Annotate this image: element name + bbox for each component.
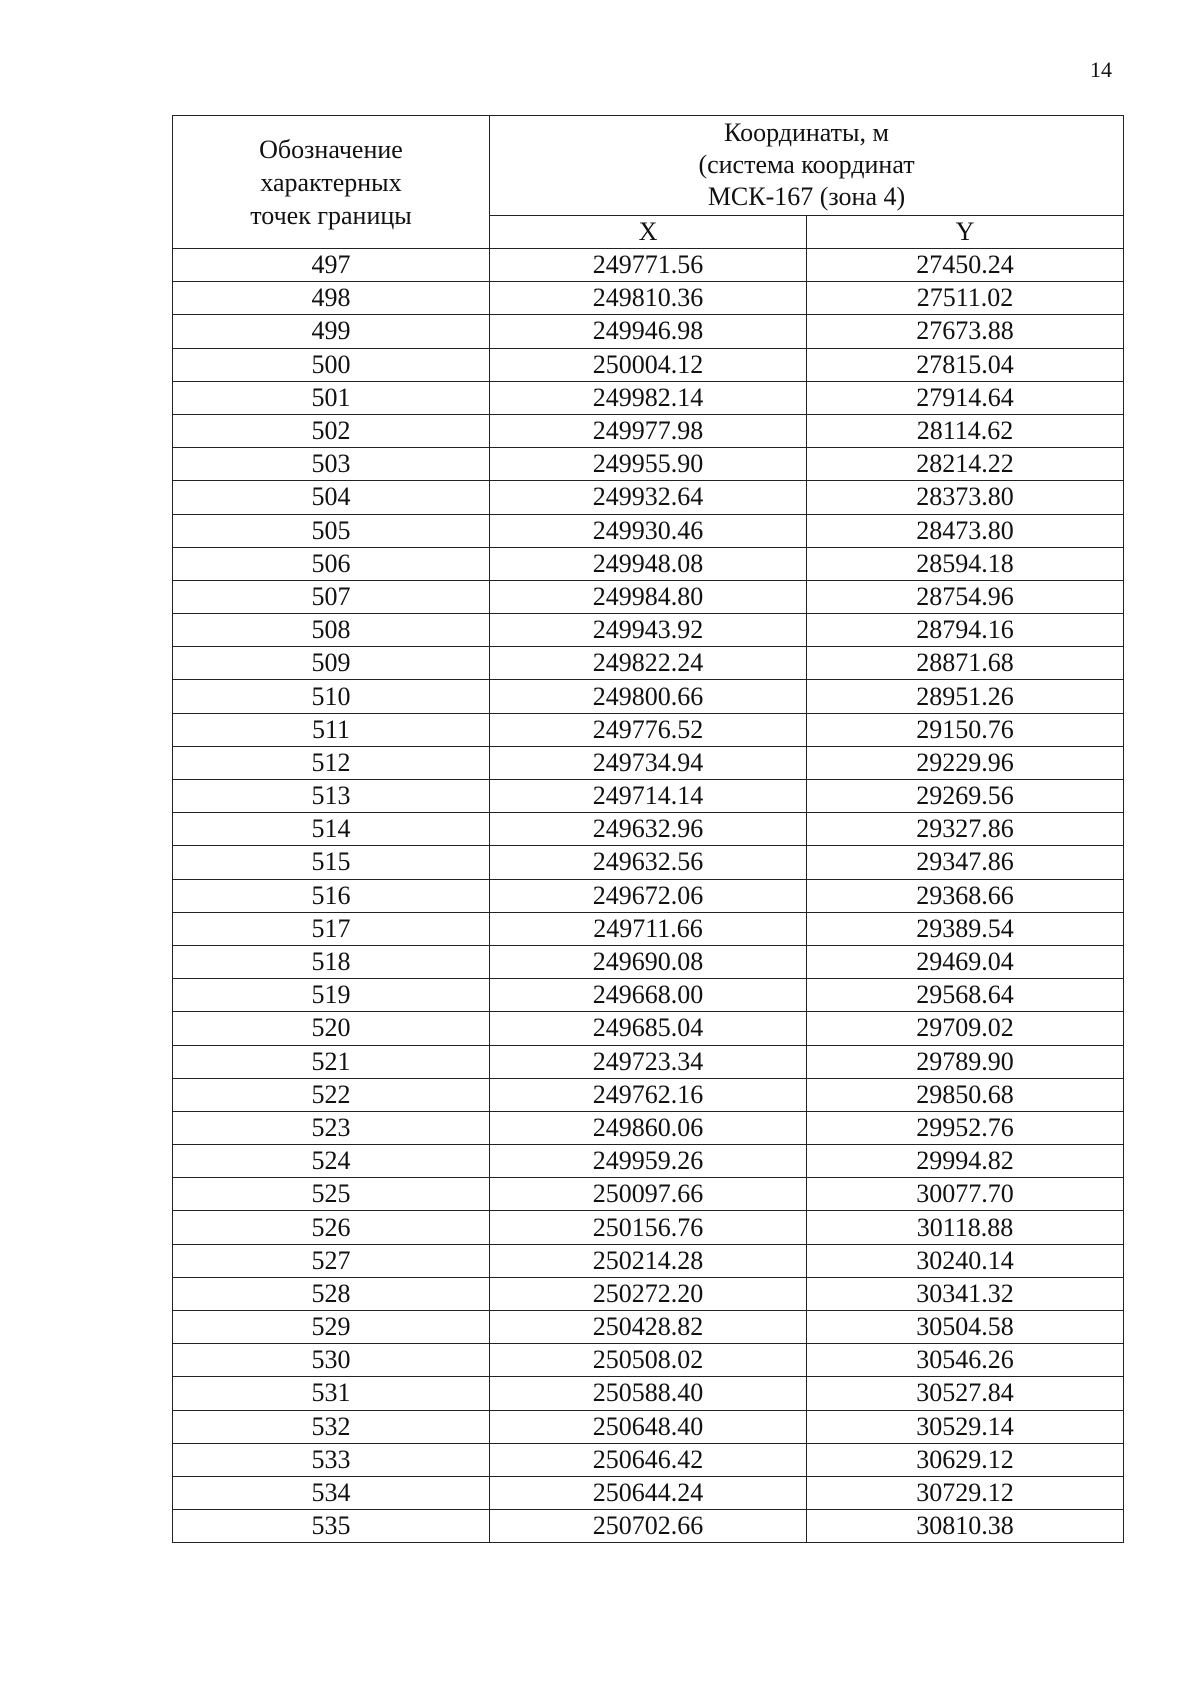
cell-x: 250644.24 [490,1476,807,1509]
cell-x: 250214.28 [490,1244,807,1277]
table-row [173,1145,1124,1178]
cell-point-number: 510 [173,680,490,713]
cell-y: 28754.96 [807,580,1124,613]
cell-x: 249977.98 [490,414,807,447]
cell-point-number: 517 [173,912,490,945]
table-row [173,1510,1124,1543]
table-row [173,647,1124,680]
cell-y: 29229.96 [807,746,1124,779]
table-row [173,315,1124,348]
cell-y: 29850.68 [807,1078,1124,1111]
cell-x: 249943.92 [490,614,807,647]
cell-x: 249955.90 [490,448,807,481]
cell-y: 30629.12 [807,1443,1124,1476]
cell-x: 249723.34 [490,1045,807,1078]
cell-y: 27450.24 [807,249,1124,282]
cell-y: 30529.14 [807,1410,1124,1443]
cell-x: 249714.14 [490,780,807,813]
cell-y: 28594.18 [807,547,1124,580]
cell-x: 249685.04 [490,1012,807,1045]
cell-x: 249948.08 [490,547,807,580]
cell-point-number: 526 [173,1211,490,1244]
cell-point-number: 503 [173,448,490,481]
cell-y: 29709.02 [807,1012,1124,1045]
cell-y: 29952.76 [807,1111,1124,1144]
header-x: X [490,215,807,248]
header-point-designation-line: Обозначение [259,134,403,164]
cell-x: 250648.40 [490,1410,807,1443]
cell-y: 28114.62 [807,414,1124,447]
cell-point-number: 499 [173,315,490,348]
cell-point-number: 500 [173,348,490,381]
table-row [173,746,1124,779]
cell-point-number: 505 [173,514,490,547]
cell-x: 249690.08 [490,945,807,978]
cell-point-number: 497 [173,249,490,282]
table-header [173,116,1124,249]
cell-point-number: 532 [173,1410,490,1443]
cell-point-number: 527 [173,1244,490,1277]
table-row [173,282,1124,315]
cell-x: 249860.06 [490,1111,807,1144]
cell-x: 250646.42 [490,1443,807,1476]
cell-x: 249930.46 [490,514,807,547]
cell-y: 29368.66 [807,879,1124,912]
table-row [173,713,1124,746]
table-row [173,514,1124,547]
cell-y: 30504.58 [807,1311,1124,1344]
table-row [173,680,1124,713]
table-row [173,381,1124,414]
coordinates-table [172,115,1124,1543]
table-row [173,249,1124,282]
cell-point-number: 501 [173,381,490,414]
cell-y: 28373.80 [807,481,1124,514]
cell-point-number: 525 [173,1178,490,1211]
cell-y: 27914.64 [807,381,1124,414]
table-body [173,249,1124,1543]
cell-y: 28951.26 [807,680,1124,713]
header-point-designation-line: характерных [260,167,402,197]
cell-x: 250428.82 [490,1311,807,1344]
cell-point-number: 504 [173,481,490,514]
table-row [173,1476,1124,1509]
cell-point-number: 519 [173,979,490,1012]
cell-point-number: 529 [173,1311,490,1344]
cell-y: 30810.38 [807,1510,1124,1543]
cell-x: 249810.36 [490,282,807,315]
table-row [173,1410,1124,1443]
header-coordinates [490,116,1124,216]
cell-x: 249982.14 [490,381,807,414]
cell-y: 29327.86 [807,813,1124,846]
cell-point-number: 498 [173,282,490,315]
table-row [173,1111,1124,1144]
cell-point-number: 506 [173,547,490,580]
table-row [173,879,1124,912]
cell-point-number: 520 [173,1012,490,1045]
cell-point-number: 511 [173,713,490,746]
cell-x: 250588.40 [490,1377,807,1410]
cell-x: 249776.52 [490,713,807,746]
cell-x: 249672.06 [490,879,807,912]
cell-x: 250156.76 [490,1211,807,1244]
table-row [173,1244,1124,1277]
cell-point-number: 513 [173,780,490,813]
cell-y: 27673.88 [807,315,1124,348]
table-row [173,448,1124,481]
header-point-designation-line: точек границы [250,200,412,230]
header-y: Y [807,215,1124,248]
header-coordinates-line: Координаты, м [724,118,889,148]
table-row [173,1045,1124,1078]
cell-y: 29469.04 [807,945,1124,978]
cell-y: 30118.88 [807,1211,1124,1244]
cell-x: 249632.56 [490,846,807,879]
cell-point-number: 534 [173,1476,490,1509]
cell-x: 249632.96 [490,813,807,846]
cell-y: 28214.22 [807,448,1124,481]
cell-point-number: 530 [173,1344,490,1377]
table-row [173,614,1124,647]
cell-point-number: 508 [173,614,490,647]
cell-y: 27815.04 [807,348,1124,381]
cell-point-number: 522 [173,1078,490,1111]
table-row [173,1443,1124,1476]
cell-y: 29568.64 [807,979,1124,1012]
cell-x: 249822.24 [490,647,807,680]
cell-point-number: 502 [173,414,490,447]
cell-x: 249668.00 [490,979,807,1012]
cell-x: 250272.20 [490,1277,807,1310]
cell-x: 249800.66 [490,680,807,713]
cell-point-number: 512 [173,746,490,779]
header-point-designation [173,116,490,249]
header-coordinates-line: (система координат [698,150,915,180]
page-number: 14 [1090,57,1112,82]
table-row [173,348,1124,381]
cell-y: 29150.76 [807,713,1124,746]
table-row [173,945,1124,978]
table-row [173,481,1124,514]
table-row [173,912,1124,945]
cell-x: 249711.66 [490,912,807,945]
cell-point-number: 521 [173,1045,490,1078]
cell-y: 29347.86 [807,846,1124,879]
cell-y: 30341.32 [807,1277,1124,1310]
cell-point-number: 509 [173,647,490,680]
cell-point-number: 524 [173,1145,490,1178]
cell-x: 249959.26 [490,1145,807,1178]
cell-x: 249946.98 [490,315,807,348]
cell-y: 30546.26 [807,1344,1124,1377]
cell-x: 250702.66 [490,1510,807,1543]
cell-x: 249932.64 [490,481,807,514]
table-row [173,547,1124,580]
cell-x: 249734.94 [490,746,807,779]
cell-point-number: 531 [173,1377,490,1410]
table-row [173,1012,1124,1045]
table-row [173,1178,1124,1211]
table-row [173,979,1124,1012]
table-row [173,1277,1124,1310]
cell-point-number: 523 [173,1111,490,1144]
table-row [173,580,1124,613]
table-row [173,813,1124,846]
header-coordinates-line: МСК-167 (зона 4) [707,182,906,212]
cell-x: 249762.16 [490,1078,807,1111]
cell-y: 28871.68 [807,647,1124,680]
table-row [173,1211,1124,1244]
cell-y: 29789.90 [807,1045,1124,1078]
table-row [173,1311,1124,1344]
cell-y: 28473.80 [807,514,1124,547]
cell-point-number: 533 [173,1443,490,1476]
cell-y: 30729.12 [807,1476,1124,1509]
cell-y: 27511.02 [807,282,1124,315]
cell-y: 30240.14 [807,1244,1124,1277]
cell-y: 29994.82 [807,1145,1124,1178]
cell-x: 249984.80 [490,580,807,613]
table-row [173,780,1124,813]
cell-point-number: 515 [173,846,490,879]
cell-x: 250508.02 [490,1344,807,1377]
cell-point-number: 507 [173,580,490,613]
cell-y: 29269.56 [807,780,1124,813]
cell-point-number: 516 [173,879,490,912]
cell-x: 250004.12 [490,348,807,381]
cell-y: 29389.54 [807,912,1124,945]
cell-y: 28794.16 [807,614,1124,647]
table-row [173,1377,1124,1410]
cell-point-number: 514 [173,813,490,846]
cell-point-number: 535 [173,1510,490,1543]
cell-y: 30077.70 [807,1178,1124,1211]
table-row [173,1078,1124,1111]
cell-x: 250097.66 [490,1178,807,1211]
cell-point-number: 528 [173,1277,490,1310]
table-row [173,1344,1124,1377]
cell-point-number: 518 [173,945,490,978]
table-row [173,414,1124,447]
cell-y: 30527.84 [807,1377,1124,1410]
cell-x: 249771.56 [490,249,807,282]
table-row [173,846,1124,879]
